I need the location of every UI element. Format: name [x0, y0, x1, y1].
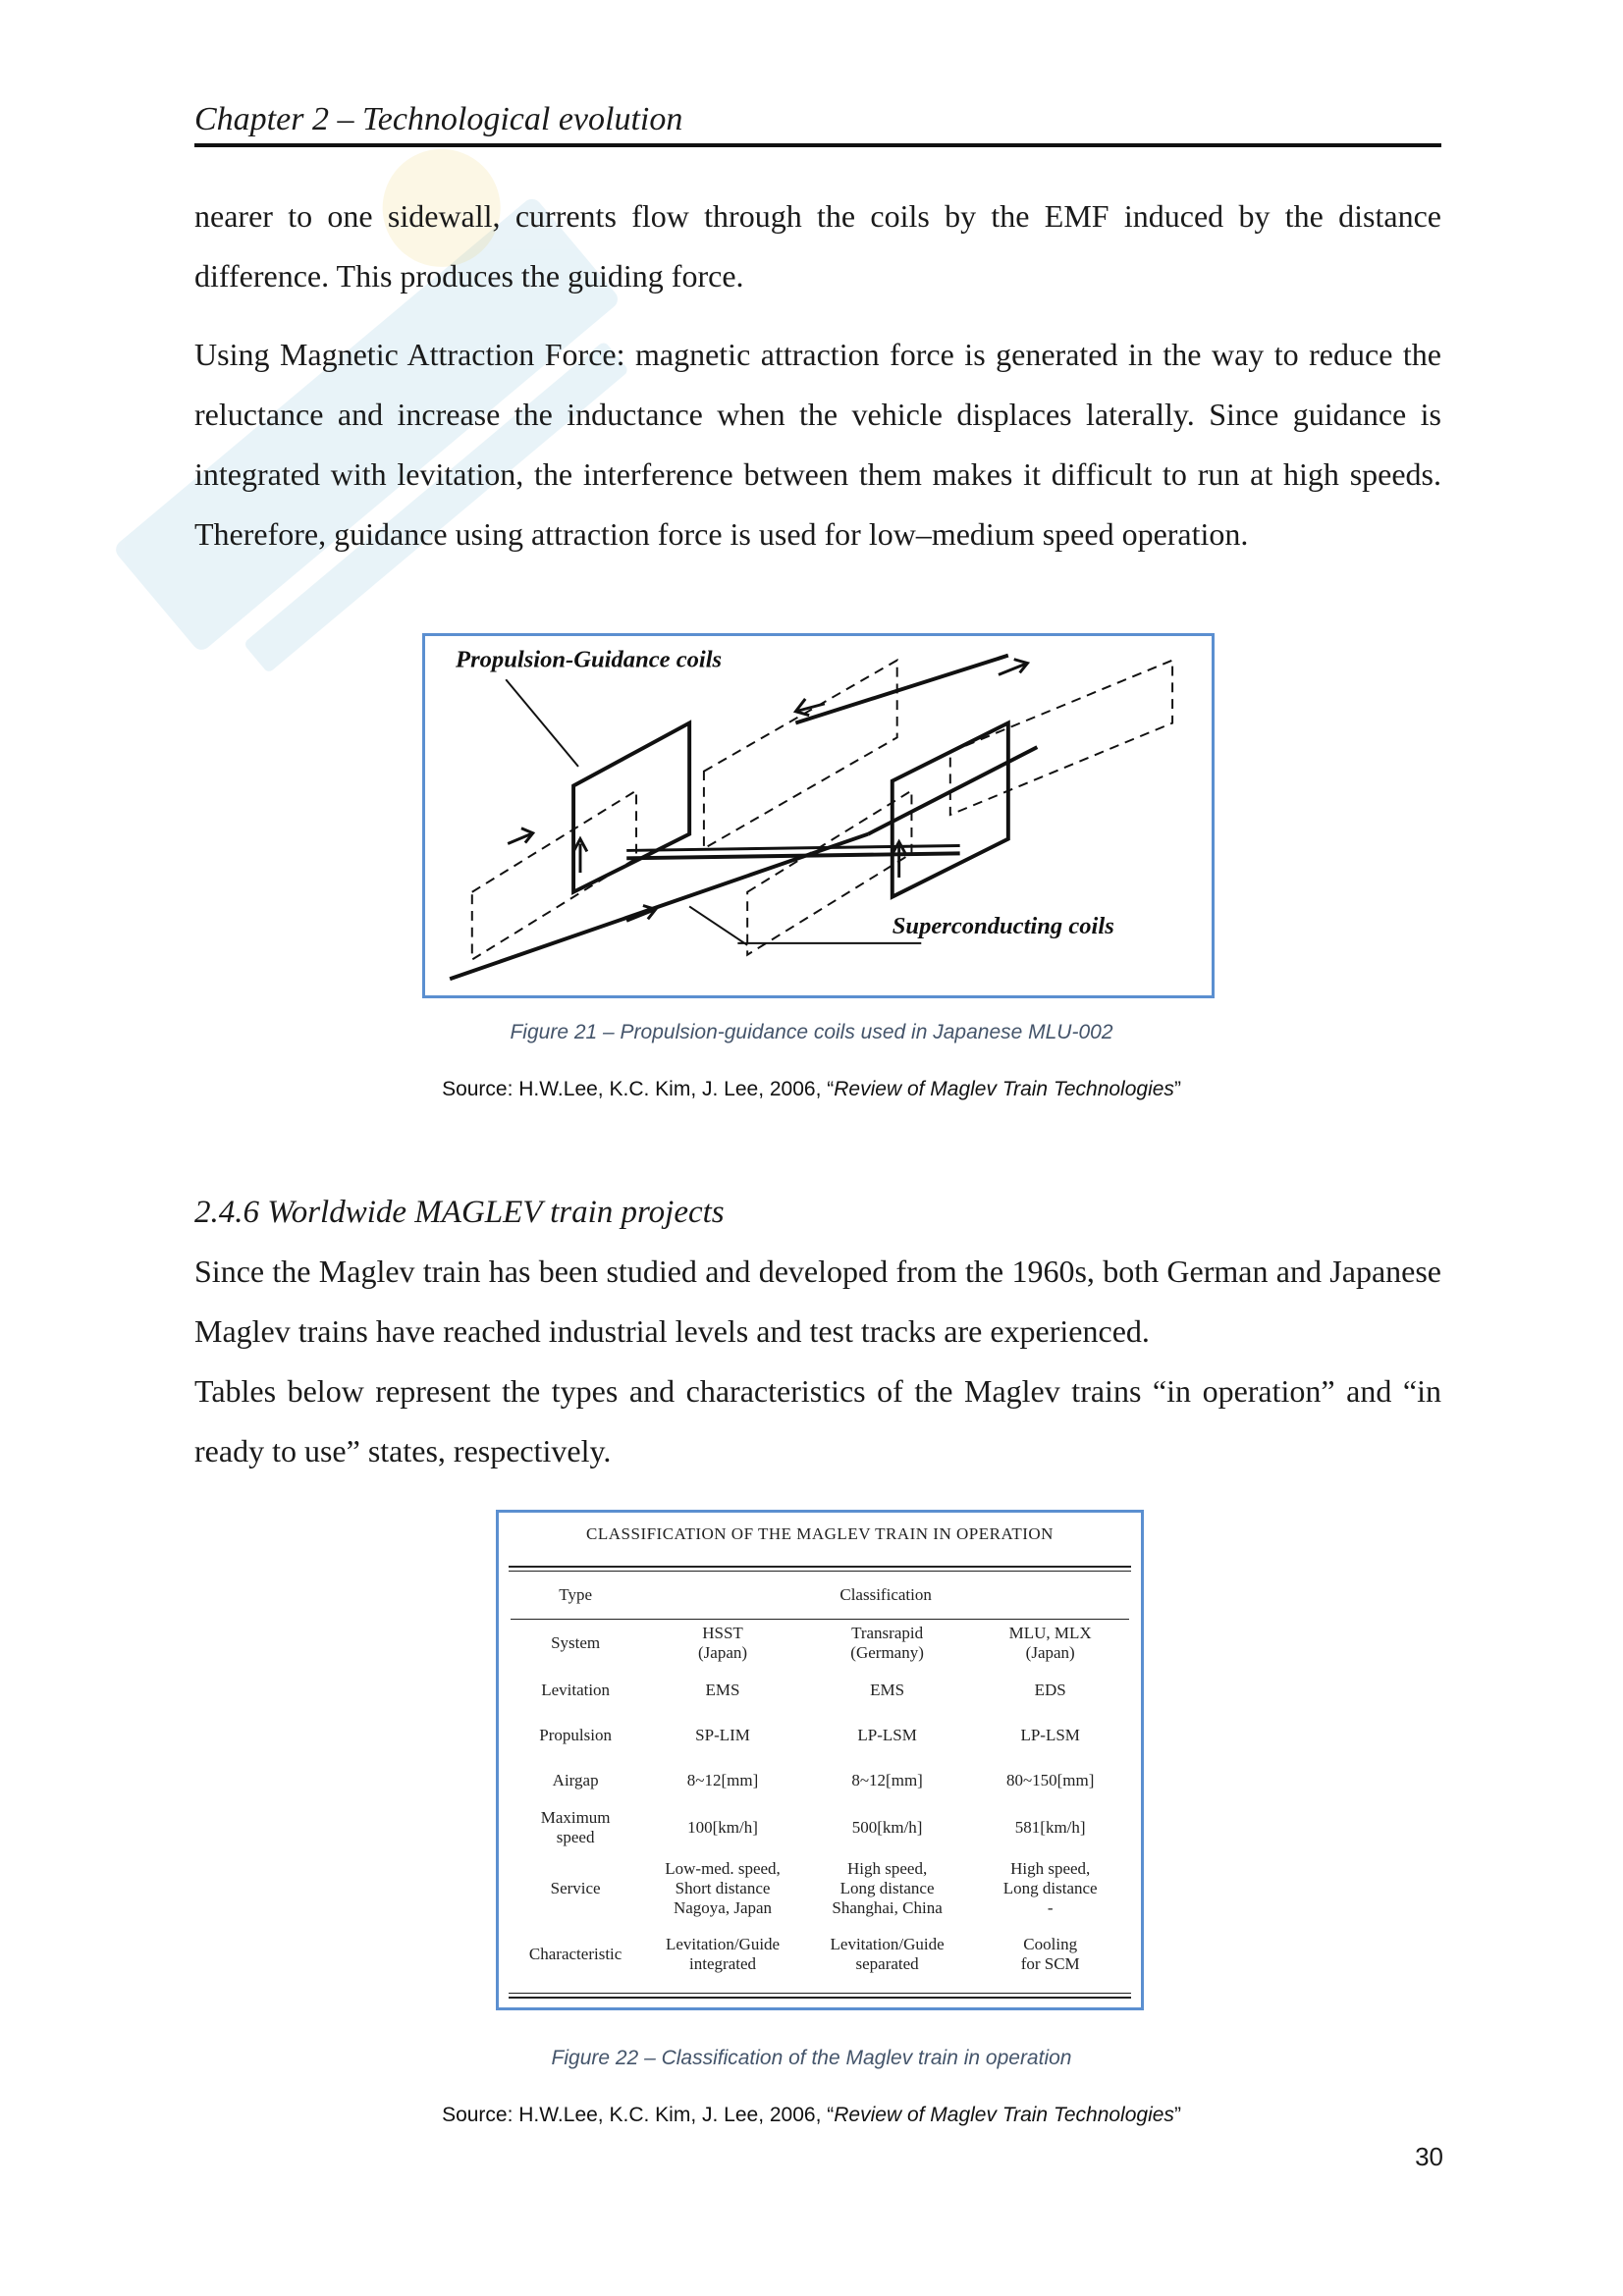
table-title: CLASSIFICATION OF THE MAGLEV TRAIN IN OPERATION — [586, 1524, 1054, 1543]
cell-transrapid: Transrapid (Germany) — [850, 1624, 924, 1662]
figure-22-table — [496, 1510, 1144, 2010]
header-type: Type — [559, 1585, 592, 1604]
cell-hsst: Levitation/Guide integrated — [665, 1935, 781, 1973]
row-key: Characteristic — [528, 1945, 622, 1963]
figure-22-source — [0, 2104, 1623, 2127]
source-title: Review of Maglev Train Technologies — [834, 1078, 1174, 1100]
table-bottom-rule-thin — [509, 1993, 1131, 1994]
section-title: 2.4.6 Worldwide MAGLEV train projects — [194, 1195, 725, 1230]
cell-mlu: High speed, Long distance - — [1002, 1859, 1098, 1917]
table-row — [511, 1713, 1131, 1758]
cell-transrapid: High speed, Long distance Shanghai, China — [832, 1859, 943, 1917]
row-key: Levitation — [541, 1681, 611, 1699]
chapter-header: Chapter 2 – Technological evolution — [194, 96, 1441, 147]
cell-transrapid: 500[km/h] — [851, 1818, 923, 1837]
cell-hsst: Low-med. speed, Short distance Nagoya, Japan — [665, 1859, 781, 1917]
row-key: Propulsion — [539, 1726, 612, 1744]
paragraph-guiding-force: nearer to one sidewall, currents flow through the coils by the EMF induced by the distance difference. This produces the guiding force. — [194, 198, 1441, 294]
cell-mlu: 80~150[mm] — [1005, 1771, 1095, 1789]
table-header-rule — [511, 1619, 1129, 1620]
figure-21-diagram — [422, 633, 1215, 998]
table-top-rule — [509, 1566, 1131, 1568]
cell-hsst: 100[km/h] — [687, 1818, 758, 1837]
cell-mlu: LP-LSM — [1020, 1726, 1080, 1744]
table-row — [511, 1619, 1131, 1668]
cell-transrapid: 8~12[mm] — [851, 1771, 923, 1789]
page-number: 30 — [1415, 2142, 1443, 2171]
table-row — [511, 1758, 1131, 1803]
row-key: Airgap — [552, 1771, 599, 1789]
label-superconducting-coils: Superconducting coils — [892, 913, 1114, 940]
cell-hsst: SP-LIM — [695, 1726, 750, 1744]
paragraph-magnetic-attraction: Using Magnetic Attraction Force: magnetic attraction force is generated in the way to reduce the reluctance and increase the inductance when the vehicle displaces laterally. Since guidance is integrated with levitation, the interference between them makes it difficult to run at high speeds. Therefore, guidance using attraction force is used for low–medium speed operation. — [194, 337, 1441, 552]
table-row — [511, 1852, 1131, 1925]
cell-transrapid: Levitation/Guide separated — [830, 1935, 945, 1973]
figure-21-source — [0, 1078, 1623, 1101]
propulsion-guidance-coils-diagram — [425, 636, 1212, 995]
table-row — [511, 1668, 1131, 1713]
table-bottom-rule — [509, 1997, 1131, 1999]
cell-transrapid: EMS — [870, 1681, 905, 1699]
source-suffix: ” — [1173, 2104, 1181, 2126]
figure-22-caption: Figure 22 – Classification of the Maglev train in operation — [551, 2047, 1072, 2069]
paragraph-tables-intro: Tables below represent the types and characteristics of the Maglev trains “in operation” and “in ready to use” states, respectively. — [194, 1373, 1441, 1468]
source-prefix: Source: H.W.Lee, K.C. Kim, J. Lee, 2006, “ — [442, 1078, 835, 1100]
row-key: Maximum speed — [540, 1808, 611, 1846]
row-key: System — [551, 1633, 601, 1652]
figure-21-caption: Figure 21 – Propulsion-guidance coils used in Japanese MLU-002 — [510, 1021, 1113, 1043]
label-propulsion-guidance-coils: Propulsion-Guidance coils — [456, 646, 723, 673]
paragraph-maglev-history: Since the Maglev train has been studied and developed from the 1960s, both German and Japanese Maglev trains have reached industrial levels and test tracks are experienced. — [194, 1254, 1441, 1349]
cell-mlu: EDS — [1034, 1681, 1066, 1699]
table-row — [511, 1925, 1131, 1984]
cell-hsst: EMS — [705, 1681, 740, 1699]
cell-mlu: MLU, MLX (Japan) — [1008, 1624, 1092, 1662]
table-header-row — [511, 1572, 1131, 1619]
table-row — [511, 1803, 1131, 1852]
cell-mlu: 581[km/h] — [1014, 1818, 1086, 1837]
row-key: Service — [550, 1879, 601, 1897]
source-title: Review of Maglev Train Technologies — [834, 2104, 1174, 2126]
cell-transrapid: LP-LSM — [857, 1726, 917, 1744]
source-suffix: ” — [1173, 1078, 1181, 1100]
classification-table — [511, 1572, 1131, 1984]
cell-hsst: 8~12[mm] — [686, 1771, 759, 1789]
source-prefix: Source: H.W.Lee, K.C. Kim, J. Lee, 2006, “ — [442, 2104, 835, 2126]
table-body — [511, 1619, 1131, 1984]
cell-hsst: HSST (Japan) — [698, 1624, 748, 1662]
cell-mlu: Cooling for SCM — [1020, 1935, 1080, 1973]
header-classification: Classification — [839, 1585, 932, 1604]
